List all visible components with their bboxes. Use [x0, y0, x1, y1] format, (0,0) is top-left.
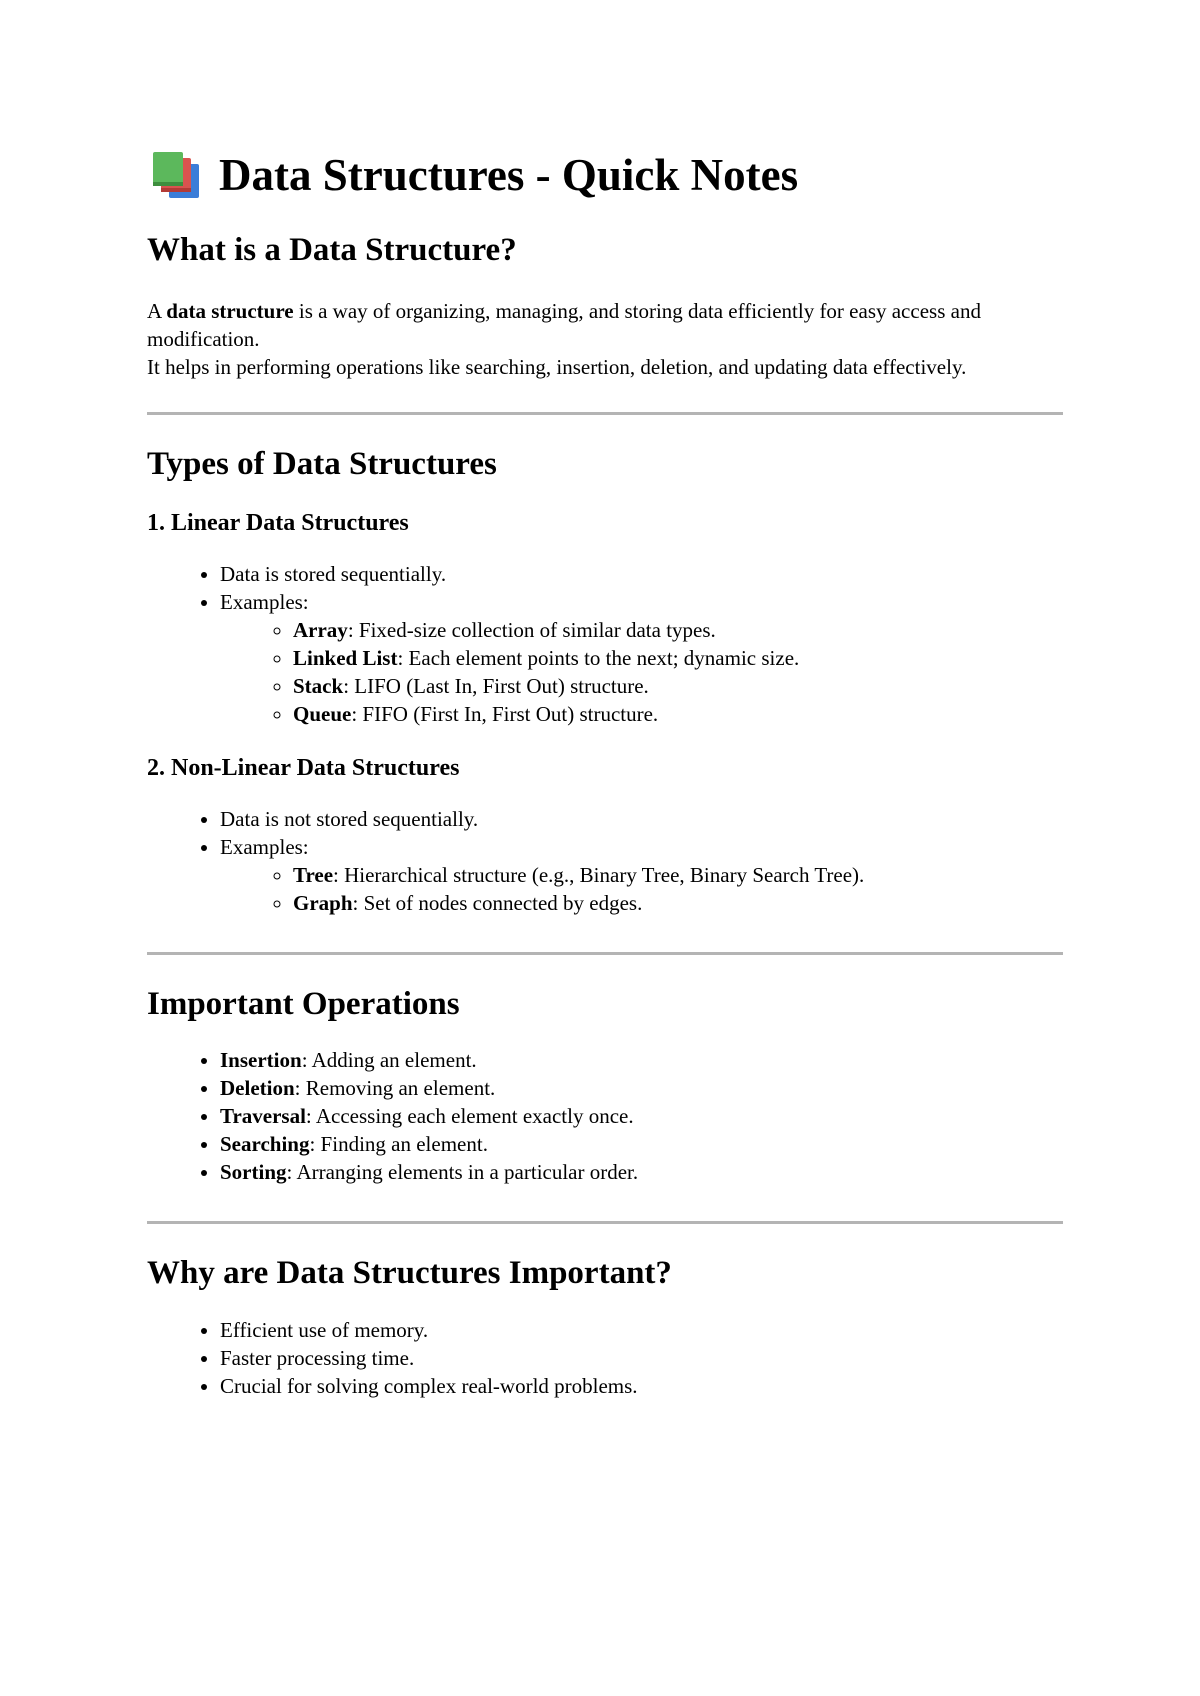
section-divider — [147, 1221, 1063, 1224]
list-item: • Faster processing time. — [220, 1344, 1063, 1372]
list-item — [293, 644, 1063, 672]
what-para-second: It helps in performing operations like searching, insertion, deletion, and updating data effectively. — [147, 354, 967, 379]
term: Array — [293, 617, 348, 642]
list-item — [293, 889, 1063, 917]
term-desc: : Adding an element. — [301, 1048, 477, 1073]
section-divider — [147, 952, 1063, 955]
page-title — [147, 148, 1063, 202]
list-item — [220, 1158, 1063, 1186]
term: Tree — [293, 862, 334, 887]
term: Searching — [220, 1132, 310, 1157]
term-desc: : Finding an element. — [309, 1132, 488, 1157]
why-heading: Why are Data Structures Important? — [147, 1255, 672, 1292]
examples-label: Examples: — [220, 834, 309, 859]
term: Linked List — [293, 645, 398, 670]
list-item — [220, 833, 1063, 917]
section-divider — [147, 412, 1063, 415]
nonlinear-list — [147, 805, 1063, 917]
why-list — [147, 1316, 1063, 1400]
what-paragraph — [147, 297, 1063, 381]
books-icon — [147, 150, 209, 200]
what-para-prefix: A — [147, 298, 167, 323]
term-desc: : Arranging elements in a particular order. — [286, 1160, 639, 1185]
list-item — [220, 1074, 1063, 1102]
what-para-bold: data structure — [166, 298, 294, 323]
nonlinear-heading: 2. Non-Linear Data Structures — [147, 754, 460, 781]
list-item — [293, 672, 1063, 700]
list-item: • Efficient use of memory. — [220, 1316, 1063, 1344]
nonlinear-examples — [220, 861, 1063, 917]
term-desc: : LIFO (Last In, First Out) structure. — [343, 673, 649, 698]
term: Deletion — [220, 1076, 295, 1101]
term-desc: : Hierarchical structure (e.g., Binary Tree, Binary Search Tree). — [333, 862, 865, 887]
term: Queue — [293, 701, 352, 726]
term-desc: : Fixed-size collection of similar data types. — [347, 617, 716, 642]
linear-heading: 1. Linear Data Structures — [147, 510, 409, 537]
types-heading: Types of Data Structures — [147, 445, 497, 482]
term-desc: : FIFO (First In, First Out) structure. — [351, 701, 659, 726]
list-item — [220, 1102, 1063, 1130]
list-item — [220, 588, 1063, 728]
term: Graph — [293, 890, 353, 915]
term: Sorting — [220, 1160, 287, 1185]
list-item — [293, 861, 1063, 889]
document-page — [147, 148, 1063, 1400]
term-desc: : Set of nodes connected by edges. — [352, 890, 643, 915]
list-item: • Data is not stored sequentially. — [220, 805, 1063, 833]
term: Traversal — [220, 1104, 306, 1129]
list-item — [293, 616, 1063, 644]
what-para-rest: is a way of organizing, managing, and storing data efficiently for easy access and modification. — [147, 298, 981, 351]
list-item — [220, 1046, 1063, 1074]
list-item: • Data is stored sequentially. — [220, 560, 1063, 588]
linear-examples — [220, 616, 1063, 728]
term-desc: : Each element points to the next; dynamic size. — [397, 645, 800, 670]
term: Stack — [293, 673, 344, 698]
term: Insertion — [220, 1048, 302, 1073]
operations-list — [147, 1046, 1063, 1186]
what-heading: What is a Data Structure? — [147, 232, 517, 268]
term-desc: : Accessing each element exactly once. — [305, 1104, 634, 1129]
page-title-text: Data Structures - Quick Notes — [219, 150, 799, 200]
term-desc: : Removing an element. — [294, 1076, 496, 1101]
list-item — [293, 700, 1063, 728]
operations-heading: Important Operations — [147, 985, 460, 1022]
list-item: • Crucial for solving complex real-world problems. — [220, 1372, 1063, 1400]
list-item — [220, 1130, 1063, 1158]
linear-list — [147, 560, 1063, 728]
examples-label: Examples: — [220, 589, 309, 614]
